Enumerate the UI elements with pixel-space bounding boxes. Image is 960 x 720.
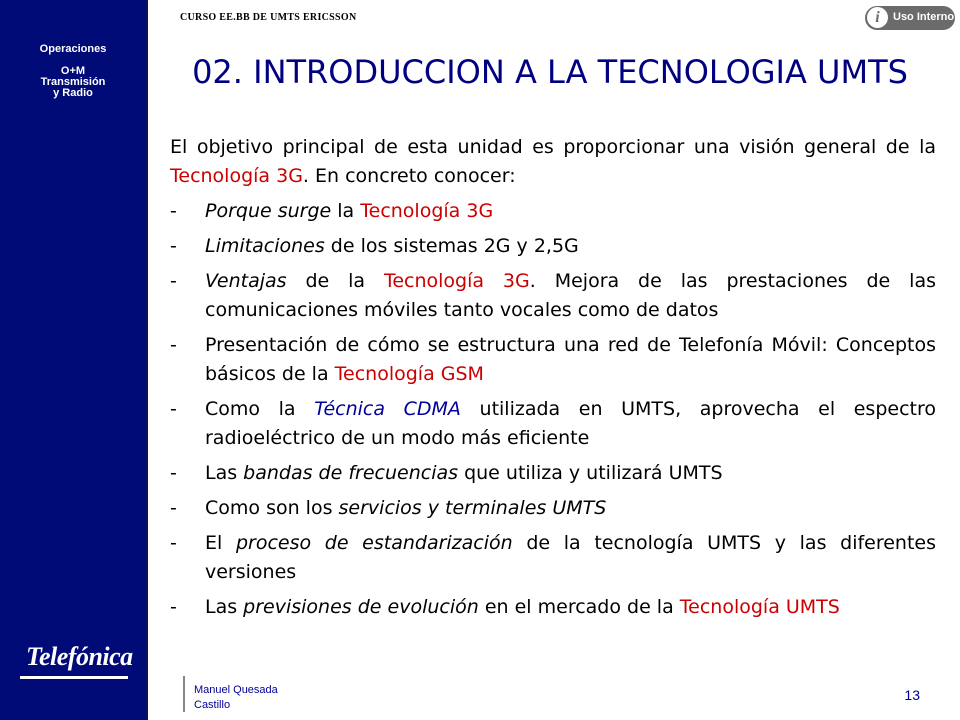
item-text: la xyxy=(331,200,361,222)
intro-text-3: . En concreto conocer: xyxy=(302,165,516,187)
intro-text-1: El objetivo principal de esta unidad es proporcionar una visión general de la xyxy=(170,136,936,158)
item-italic: bandas de frecuencias xyxy=(243,462,459,484)
item-text: de la tecnología UMTS y las diferentes versiones xyxy=(205,532,937,583)
item-text: Presentación de cómo se estructura una red de Telefonía Móvil: Conceptos básicos de la xyxy=(205,334,936,385)
item-italic: Ventajas xyxy=(205,270,287,292)
telefonica-logo xyxy=(0,632,146,688)
logo-underline xyxy=(20,676,128,679)
sidebar-operaciones-label: Operaciones xyxy=(39,43,107,55)
list-item xyxy=(170,459,936,488)
bullet-dash: - xyxy=(170,200,177,222)
list-item xyxy=(170,529,936,587)
list-item xyxy=(170,267,936,325)
item-text: de la xyxy=(286,270,384,292)
course-header: CURSO EE.BB DE UMTS ERICSSON xyxy=(180,12,357,23)
list-item xyxy=(170,232,936,261)
item-italic: Limitaciones xyxy=(205,235,325,257)
author-line-2: Castillo xyxy=(194,699,231,711)
item-text: Las xyxy=(205,596,244,618)
bullet-dash: - xyxy=(170,334,177,356)
intro-paragraph xyxy=(170,133,936,191)
bullet-dash: - xyxy=(170,270,177,292)
bullet-dash: - xyxy=(170,497,177,519)
item-highlight: Tecnología GSM xyxy=(334,363,484,385)
item-text: Como la xyxy=(205,398,315,420)
item-text: de los sistemas 2G y 2,5G xyxy=(324,235,579,257)
item-text: utilizada en UMTS, aprovecha el espectro radioeléctrico de un modo más eficiente xyxy=(205,398,936,449)
sidebar-transmision-label: Transmisión xyxy=(40,76,106,88)
bullet-dash: - xyxy=(170,235,177,257)
left-sidebar xyxy=(0,0,146,720)
sidebar-radio-label: y Radio xyxy=(53,87,93,99)
item-text: que utiliza y utilizará UMTS xyxy=(458,462,723,484)
bullet-dash: - xyxy=(170,398,177,420)
bullet-dash: - xyxy=(170,532,177,554)
sidebar-divider xyxy=(146,0,148,720)
item-text: . Mejora de las prestaciones de las comunicaciones móviles tanto vocales como de datos xyxy=(205,270,936,321)
slide-title: 02. INTRODUCCION A LA TECNOLOGIA UMTS xyxy=(192,53,908,91)
item-highlight: Tecnología 3G xyxy=(383,270,530,292)
list-item xyxy=(170,331,936,389)
slide-body xyxy=(170,133,936,628)
uso-interno-badge xyxy=(865,6,955,30)
author-name xyxy=(194,683,278,713)
item-text: Las xyxy=(205,462,244,484)
item-highlight: Tecnología UMTS xyxy=(679,596,840,618)
bullet-dash: - xyxy=(170,596,177,618)
list-item xyxy=(170,197,936,226)
item-text: Como son los xyxy=(205,497,339,519)
sidebar-om-label: O+M xyxy=(60,65,86,77)
info-icon: i xyxy=(867,7,888,28)
badge-label: Uso Interno xyxy=(893,11,955,23)
list-item xyxy=(170,593,936,622)
intro-highlight: Tecnología 3G xyxy=(170,165,303,187)
item-text: en el mercado de la xyxy=(478,596,680,618)
item-italic: proceso de estandarización xyxy=(235,532,513,554)
bullet-dash: - xyxy=(170,462,177,484)
item-italic: servicios y terminales UMTS xyxy=(338,497,607,519)
telefonica-logo-text: Telefónica xyxy=(26,642,133,671)
item-italic: Porque surge xyxy=(205,200,332,222)
item-cdma: Técnica CDMA xyxy=(314,398,461,420)
item-italic: previsiones de evolución xyxy=(243,596,479,618)
footer-divider xyxy=(183,676,185,712)
author-line-1: Manuel Quesada xyxy=(194,684,278,696)
list-item xyxy=(170,494,936,523)
list-item xyxy=(170,395,936,453)
page-number: 13 xyxy=(904,687,920,703)
item-text: El xyxy=(205,532,236,554)
item-highlight: Tecnología 3G xyxy=(360,200,494,222)
